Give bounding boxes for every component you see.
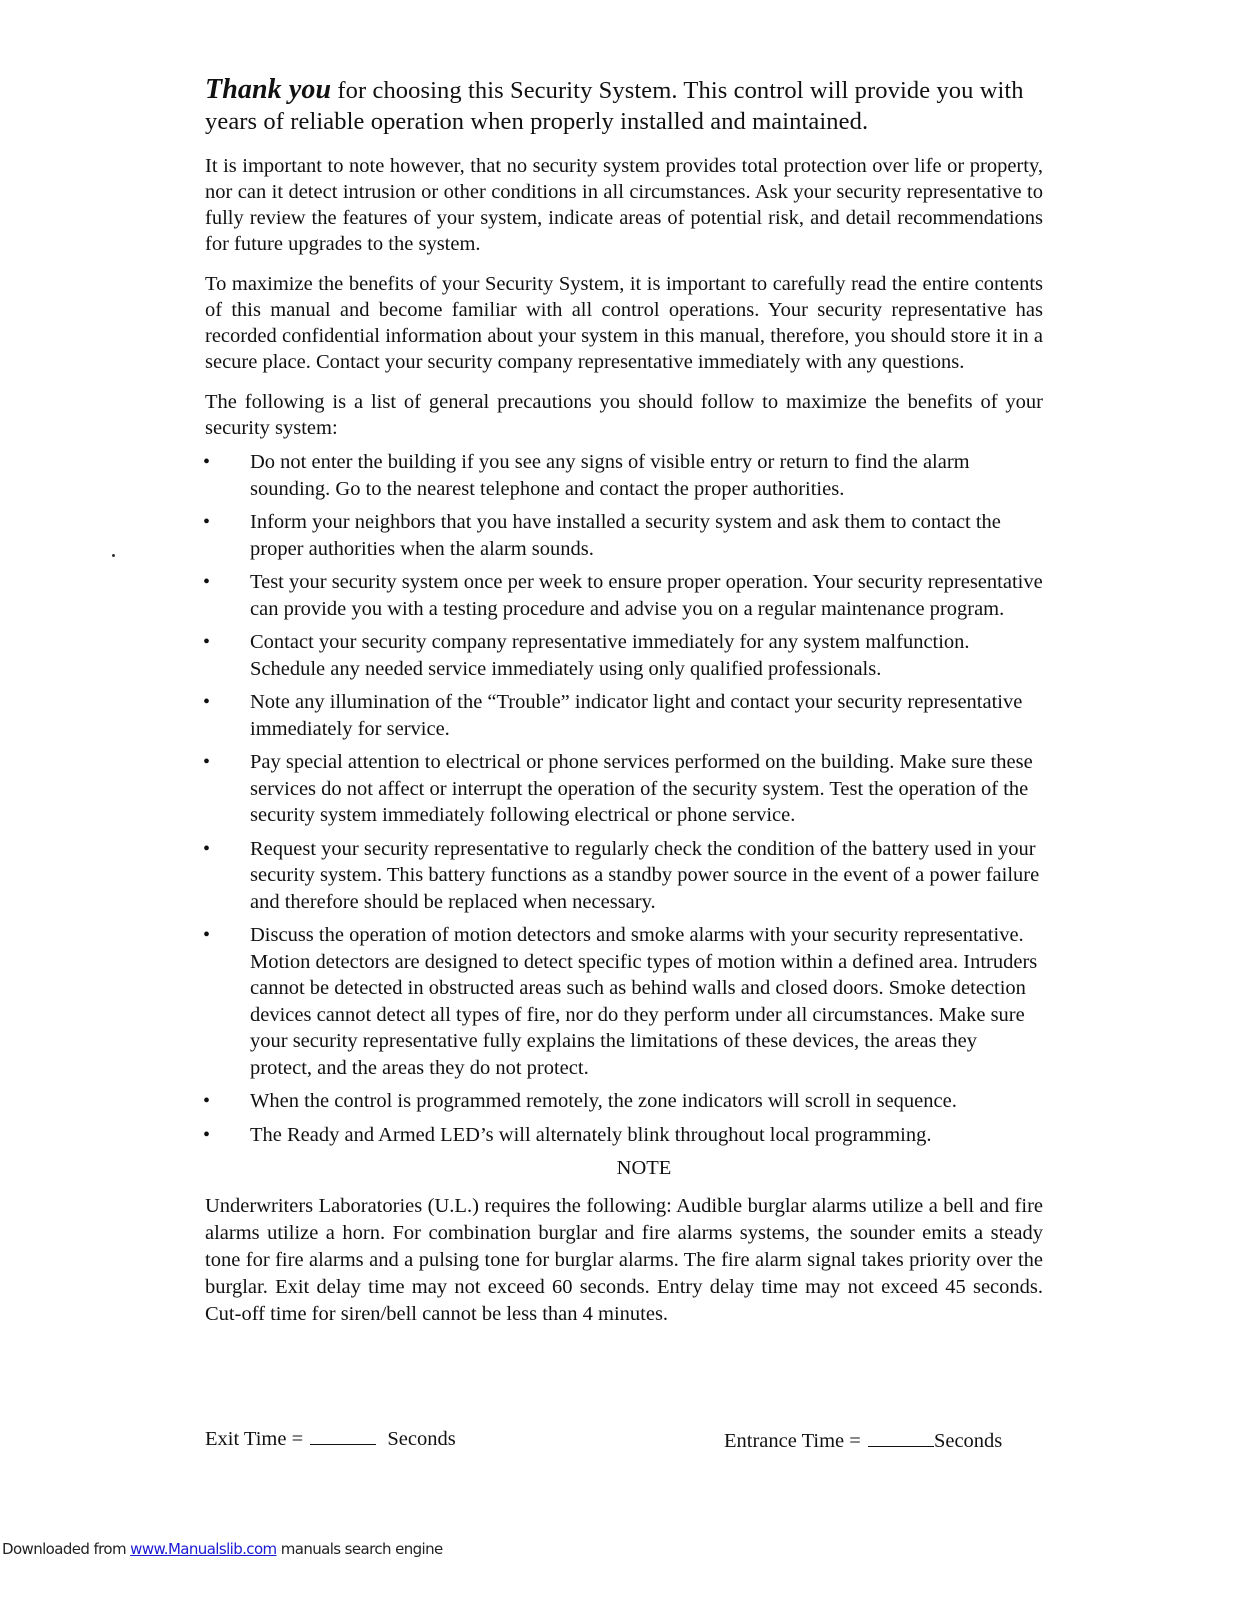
list-item <box>205 1122 1043 1149</box>
intro-lead: Thank you <box>205 74 332 105</box>
list-item-text: Contact your security company representative immediately for any system malfunction. Schedule any needed service immediately using only qualified professionals. <box>250 631 970 680</box>
list-item <box>205 449 1043 502</box>
note-paragraph: Underwriters Laboratories (U.L.) requires the following: Audible burglar alarms utilize a bell and fire alarms utilize a horn. For combination burglar and fire alarms systems, the sounder emits a steady tone for fire alarms and a pulsing tone for burglar alarms. The fire alarm signal takes priority over the burglar. Exit delay time may not exceed 60 seconds. Entry delay time may not exceed 45 seconds. Cut-off time for siren/bell cannot be less than 4 minutes. <box>205 1195 1043 1325</box>
list-item <box>205 836 1043 916</box>
footer-prefix: Downloaded from <box>2 1540 131 1558</box>
list-item <box>205 629 1043 682</box>
list-item-text: Discuss the operation of motion detectors and smoke alarms with your security representative. Motion detectors are designed to detect specific types of motion within a defined area. Intruders cannot be detected in obstructed areas such as behind walls and closed doors. Smoke detection devices cannot detect all types of fire, nor do they perform under all circumstances. Make sure your security representative fully explains the limitations of these devices, the areas they protect, and the areas they do not protect. <box>250 924 1038 1079</box>
list-item <box>205 689 1043 742</box>
list-item-text: The Ready and Armed LED’s will alternately blink throughout local programming. <box>250 1123 932 1146</box>
entrance-time-row <box>724 1428 1002 1453</box>
list-item-text: Pay special attention to electrical or phone services performed on the building. Make sure these services do not affect or interrupt the operation of the security system. Test the operation of the security system immediately following electrical or phone service. <box>250 751 1033 826</box>
list-item-text: Inform your neighbors that you have installed a security system and ask them to contact the proper authorities when the alarm sounds. <box>250 511 1001 560</box>
manualslib-link[interactable]: www.Manualslib.com <box>130 1540 277 1558</box>
list-item-text: When the control is programmed remotely, the zone indicators will scroll in sequence. <box>250 1090 957 1112</box>
bullet-icon: • <box>203 571 211 593</box>
intro-text: for choosing this Security System. This control will provide you with years of reliable operation when properly installed and maintained. <box>205 77 1024 135</box>
bullet-icon: • <box>203 924 211 946</box>
list-item <box>205 922 1043 1081</box>
footer-suffix: manuals search engine <box>276 1540 443 1558</box>
exit-time-blank <box>310 1426 376 1445</box>
download-footer <box>2 1540 443 1558</box>
bullet-icon: • <box>203 691 211 713</box>
bullet-icon: • <box>203 751 211 773</box>
list-item-text: Do not enter the building if you see any signs of visible entry or return to find the alarm sounding. Go to the nearest telephone and contact the proper authorities. <box>250 451 970 500</box>
bullet-icon: • <box>203 511 211 533</box>
document-page <box>203 74 1043 1452</box>
exit-time-unit: Seconds <box>387 1428 456 1450</box>
list-item-text: Note any illumination of the “Trouble” indicator light and contact your security representative immediately for service. <box>250 691 1023 740</box>
bullet-icon: • <box>203 1090 211 1112</box>
precautions-list <box>205 449 1043 1148</box>
list-item-text: Test your security system once per week to ensure proper operation. Your security representative can provide you with a testing procedure and advise you on a regular maintenance program. <box>250 571 1043 620</box>
list-item <box>205 569 1043 622</box>
paragraph-limitations: It is important to note however, that no security system provides total protection over life or property, nor can it detect intrusion or other conditions in all circumstances. Ask your security representative to fully review the features of your system, indicate areas of potential risk, and detail recommendations for future upgrades to the system. <box>205 155 1043 255</box>
paragraph-precautions-intro: The following is a list of general precautions you should follow to maximize the benefits of your security system: <box>205 391 1043 439</box>
paragraph-maximize: To maximize the benefits of your Security System, it is important to carefully read the entire contents of this manual and become familiar with all control operations. Your security representative has recorded confidential information about your system in this manual, therefore, you should store it in a secure place. Contact your security company representative immediately with any questions. <box>205 273 1043 373</box>
list-item <box>205 509 1043 562</box>
scan-speck <box>112 554 115 557</box>
bullet-icon: • <box>203 837 211 860</box>
bullet-icon: • <box>203 1123 211 1146</box>
exit-time-label: Exit Time = <box>205 1428 304 1450</box>
entrance-time-label: Entrance Time = <box>724 1430 861 1452</box>
list-item-text: Request your security representative to regularly check the condition of the battery used in your security system. This battery functions as a standby power source in the event of a power failure and therefore should be replaced when necessary. <box>250 837 1040 913</box>
exit-time-row <box>205 1426 456 1451</box>
intro-paragraph <box>205 74 1043 137</box>
note-heading: NOTE <box>616 1157 672 1179</box>
bullet-icon: • <box>203 631 211 653</box>
entrance-time-unit: Seconds <box>933 1430 1003 1452</box>
list-item <box>205 749 1043 829</box>
entrance-time-blank <box>868 1428 934 1447</box>
list-item <box>205 1088 1043 1115</box>
bullet-icon: • <box>203 451 211 473</box>
